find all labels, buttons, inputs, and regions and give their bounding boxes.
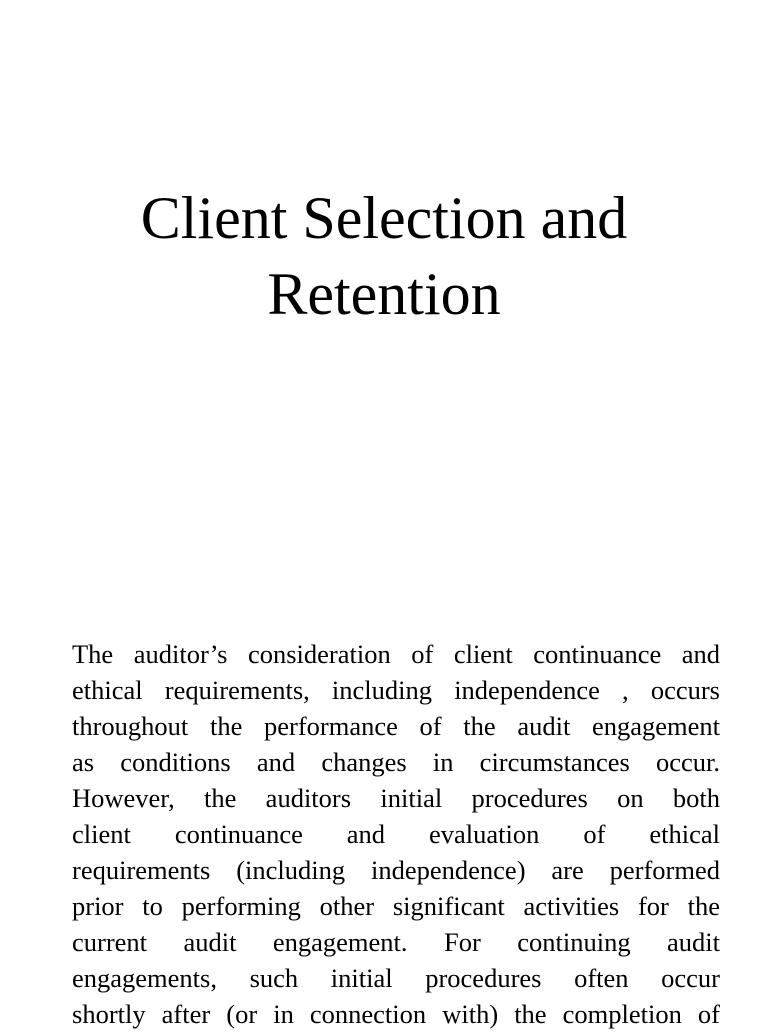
body-line: The auditor’s consideration of client continuance and: [72, 639, 720, 669]
slide-title: [0, 180, 768, 332]
body-paragraph: [72, 636, 720, 1032]
body-line: as conditions and changes in circumstances occur.: [72, 747, 720, 777]
body-line: prior to performing other significant activities for the: [72, 891, 720, 921]
body-line: requirements (including independence) are performed: [72, 855, 720, 885]
title-line: Client Selection and: [140, 185, 628, 251]
body-line: engagements, such initial procedures often occur: [72, 963, 720, 993]
body-line: throughout the performance of the audit engagement: [72, 711, 720, 741]
body-line: ethical requirements, including independence , occurs: [72, 675, 720, 705]
body-line: However, the auditors initial procedures on both: [72, 783, 720, 813]
title-line: Retention: [267, 261, 501, 327]
body-line: shortly after (or in connection with) the completion of: [72, 999, 720, 1029]
body-line: current audit engagement. For continuing audit: [72, 927, 720, 957]
body-line: client continuance and evaluation of ethical: [72, 819, 720, 849]
